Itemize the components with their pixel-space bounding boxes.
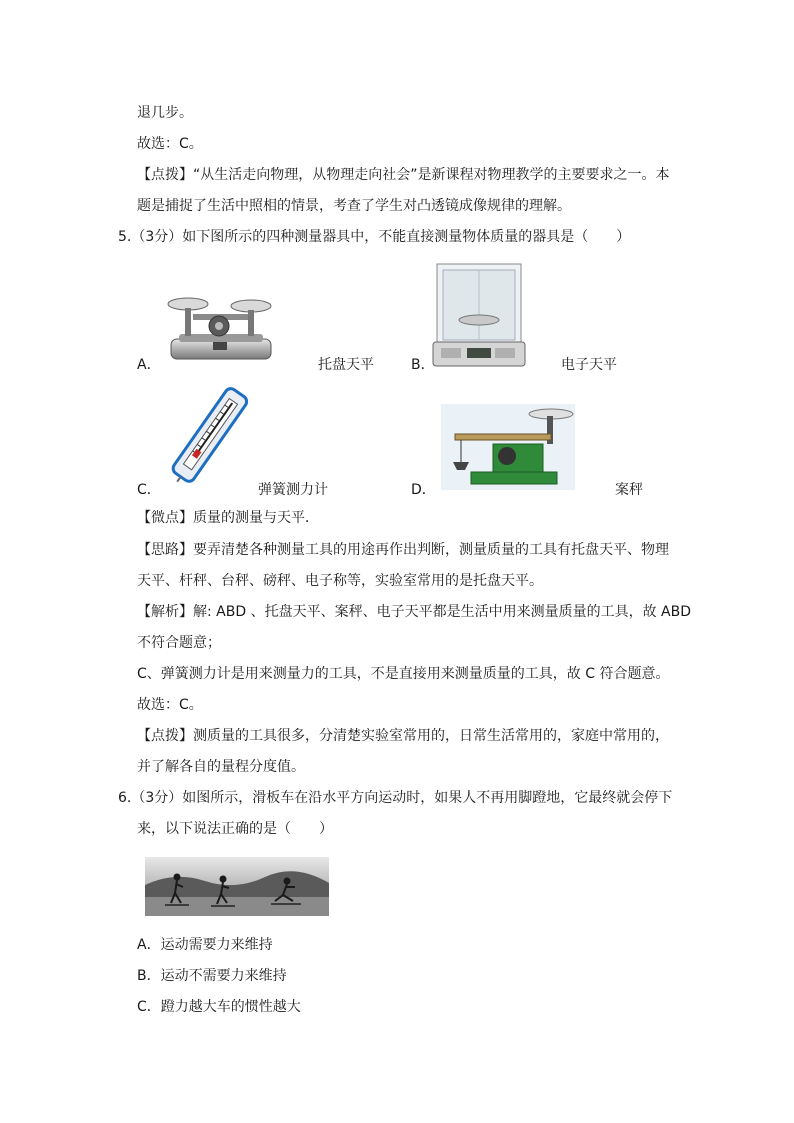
text-line: 【解析】解: ABD 、托盘天平、案秤、电子天平都是生活中用来测量质量的工具，故 ABD [137, 604, 691, 620]
electronic-balance-icon [431, 262, 527, 369]
text-line: C、弹簧测力计是用来测量力的工具，不是直接用来测量质量的工具，故 C 符合题意。 [137, 666, 670, 682]
option-b-letter: B． [411, 357, 435, 373]
question-6-stem: 6.（3分）如图所示，滑板车在沿水平方向运动时，如果人不再用脚蹬地，它最终就会停下 [118, 790, 673, 806]
text-line: 退几步。 [137, 105, 193, 121]
spring-scale-icon [166, 382, 252, 494]
text-line: 【微点】质量的测量与天平． [137, 510, 319, 526]
text-line: 【思路】要弄清楚各种测量工具的用途再作出判断，测量质量的工具有托盘天平、物理 [137, 542, 669, 558]
option-a-letter: A． [137, 357, 161, 373]
option-c-caption: 弹簧测力计 [258, 482, 328, 498]
option-c: C．蹬力越大车的惯性越大 [137, 999, 301, 1015]
text-line: 故选：C。 [137, 697, 203, 713]
option-d-caption: 案秤 [615, 482, 643, 498]
option-b-caption: 电子天平 [561, 357, 617, 373]
question-6-stem: 来，以下说法正确的是（ ） [137, 821, 333, 837]
text-line: 【点拨】“从生活走向物理，从物理走向社会”是新课程对物理教学的主要要求之一。本 [137, 167, 670, 183]
option-b: B．运动不需要力来维持 [137, 968, 287, 984]
text-line: 故选：C。 [137, 136, 203, 152]
option-d-letter: D． [411, 482, 436, 498]
option-c-letter: C． [137, 482, 161, 498]
option-a: A．运动需要力来维持 [137, 937, 273, 953]
text-line: 【点拨】测质量的工具很多，分清楚实验室常用的，日常生活常用的，家庭中常用的， [137, 728, 669, 744]
question-5-stem: 5.（3分）如下图所示的四种测量器具中，不能直接测量物体质量的器具是（ ） [118, 229, 631, 245]
text-line: 题是捕捉了生活中照相的情景，考查了学生对凸透镜成像规律的理解。 [137, 198, 571, 214]
text-line: 不符合题意； [137, 635, 221, 651]
scooter-photo-icon [145, 857, 329, 916]
text-line: 并了解各自的量程分度值。 [137, 759, 305, 775]
option-a-caption: 托盘天平 [318, 357, 374, 373]
text-line: 天平、杆秤、台秤、磅秤、电子称等，实验室常用的是托盘天平。 [137, 573, 543, 589]
tray-balance-icon [163, 284, 278, 366]
platform-scale-icon [441, 404, 575, 490]
